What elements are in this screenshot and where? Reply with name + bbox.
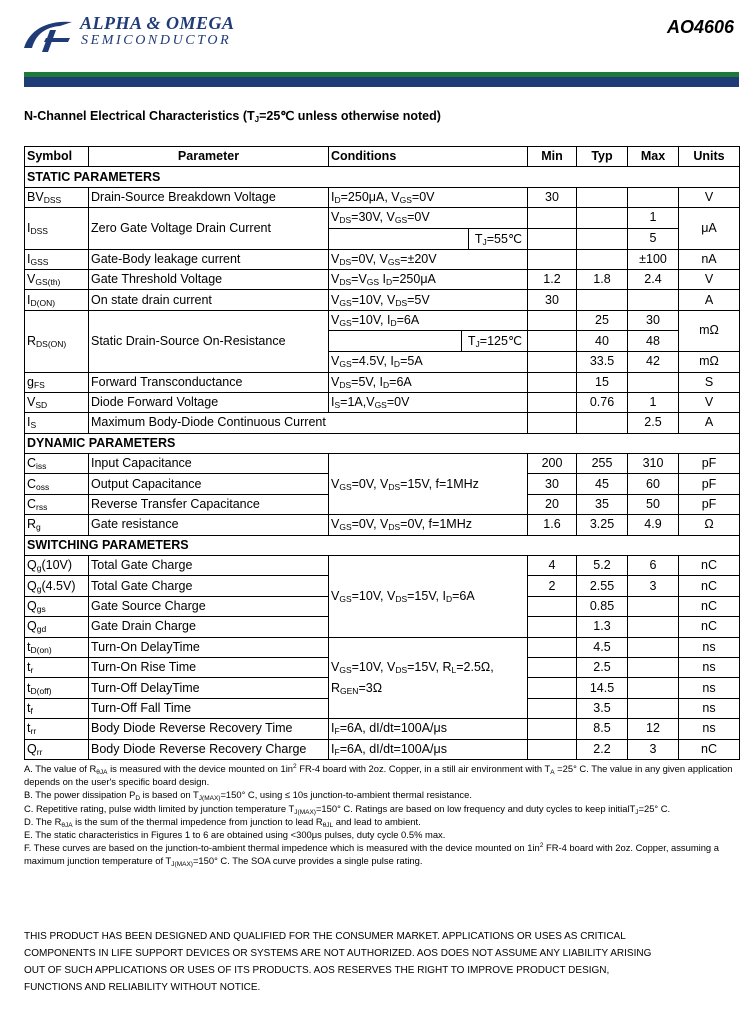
table-row: $g_{FS}$ Forward Transconductance $V_{DS}=5V$, $I_D=6A$ 15 S [25, 372, 740, 392]
table-row: $V_{GS(th)}$ Gate Threshold Voltage $V_{DS}=V_{GS}$ $I_D=250\mu A$ 1.2 1.8 2.4 V [25, 269, 740, 289]
electrical-characteristics-table [24, 146, 740, 760]
table-header-row [25, 147, 740, 167]
table-row: $BV_{DSS}$ Drain-Source Breakdown Voltage $I_D=250\mu A$, $V_{GS}=0V$ 30 V [25, 187, 740, 207]
table-row: $I_{D(ON)}$ On state drain current $V_{GS}=10V$, $V_{DS}=5V$ 30 A [25, 290, 740, 310]
note-f: F. These curves are based on the junction-to-ambient thermal impedence which is measured with the device mounted on $1in^2$ FR-4 board with 2oz. Copper, assuming a maximum junction temperature of $T_{J(MAX)}=150^\circ$ C. The SOA curve provides a single pulse rating. [24, 842, 719, 869]
table-row: $t_{rr}$ Body Diode Reverse Recovery Time $I_F=6A$, dI/dt=100A/μs 8.5 12 ns [25, 719, 740, 739]
section-static: STATIC PARAMETERS [25, 167, 740, 187]
table-row: $C_{iss}$ Input Capacitance $V_{GS}=0V$, $V_{DS}=15V$, f=1MHz 200 255 310 pF [25, 454, 740, 474]
table-row: $Q_{gd}$ Gate Drain Charge 1.3 nC [25, 617, 740, 637]
table-row: $Q_{gs}$ Gate Source Charge 0.85 nC [25, 596, 740, 616]
table-row: $I_{DSS}$ Zero Gate Voltage Drain Current $V_{DS}=30V$, $V_{GS}=0V$ 1 μA [25, 208, 740, 228]
table-row: $Q_g(10V)$ Total Gate Charge $V_{GS}=10V$, $V_{DS}=15V$, $I_D=6A$ 4 5.2 6 nC [25, 556, 740, 576]
table-row: $I_S$ Maximum Body-Diode Continuous Current 2.5 A [25, 413, 740, 433]
col-units: Units [679, 147, 740, 167]
col-min: Min [528, 147, 577, 167]
table-row: $T_J=125℃$ 40 48 [25, 331, 740, 352]
col-typ: Typ [577, 147, 628, 167]
note-e: E. The static characteristics in Figures 1 to 6 are obtained using <300μs pulses, duty cycle 0.5% max. [24, 829, 446, 841]
header-bar-blue [24, 77, 739, 87]
table-row: $V_{GS}=4.5V$, $I_D=5A$ 33.5 42 mΩ [25, 352, 740, 372]
table-row: $Q_g(4.5V)$ Total Gate Charge 2 2.55 3 nC [25, 576, 740, 596]
col-conditions: Conditions [329, 147, 528, 167]
table-row: $Q_{rr}$ Body Diode Reverse Recovery Charge $I_F=6A$, dI/dt=100A/μs 2.2 3 nC [25, 739, 740, 759]
col-max: Max [628, 147, 679, 167]
section-switching: SWITCHING PARAMETERS [25, 535, 740, 555]
section-dynamic: DYNAMIC PARAMETERS [25, 433, 740, 453]
table-row: $V_{SD}$ Diode Forward Voltage $I_S=1A,V_{GS}=0V$ 0.76 1 V [25, 392, 740, 412]
table-row: $C_{oss}$ Output Capacitance 30 45 60 pF [25, 474, 740, 494]
table-row: $t_{D(off)}$ Turn-Off DelayTime 14.5 ns [25, 678, 740, 698]
alpha-omega-logo-icon [20, 18, 76, 54]
col-parameter: Parameter [89, 147, 329, 167]
note-a: A. The value of $R_{\theta JA}$ is measured with the device mounted on $1in^2$ FR-4 board with 2oz. Copper, in a still air environment with $T_A =25^\circ$ C. The value in any given application depends on the user's specific board design. [24, 762, 733, 788]
section-title: N-Channel Electrical Characteristics ($T_J=25℃$ unless otherwise noted) [24, 109, 441, 124]
table-row: $t_f$ Turn-Off Fall Time 3.5 ns [25, 698, 740, 718]
brand-name: ALPHA & OMEGA [80, 13, 235, 33]
note-c: C. Repetitive rating, pulse width limited by junction temperature $T_{J(MAX)}=150^\circ$ C. Ratings are based on low frequency and duty cycles to keep initialT$_J$=25° C. [24, 802, 671, 816]
note-d: D. The $R_{\theta JA}$ is the sum of the thermal impedence from junction to lead $R_{\theta JL}$ and lead to ambient. [24, 815, 421, 829]
table-row: $C_{rss}$ Reverse Transfer Capacitance 20 35 50 pF [25, 494, 740, 514]
table-row: $R_g$ Gate resistance $V_{GS}=0V$, $V_{DS}=0V$, f=1MHz 1.6 3.25 4.9 Ω [25, 515, 740, 535]
page-header [0, 0, 750, 90]
table-row: $I_{GSS}$ Gate-Body leakage current $V_{DS}=0V$, $V_{GS}=\pm 20V$ ±100 nA [25, 249, 740, 269]
col-symbol: Symbol [25, 147, 89, 167]
table-row: $R_{DS(ON)}$ Static Drain-Source On-Resistance $V_{GS}=10V$, $I_D=6A$ 25 30 mΩ [25, 310, 740, 330]
brand-subtitle: SEMICONDUCTOR [81, 33, 232, 48]
condition-tag: $T_J=125℃$ [461, 331, 528, 352]
note-b: B. The power dissipation $P_D$ is based on $T_{J(MAX)}=150^\circ$ C, using ≤ 10s junction-to-ambient thermal resistance. [24, 789, 472, 803]
table-row: $t_r$ Turn-On Rise Time 2.5 ns [25, 657, 740, 677]
table-row: $t_{D(on)}$ Turn-On DelayTime $V_{GS}=10V$, $V_{DS}=15V$, $R_L=2.5\Omega$, $R_{GEN}=3\Omega$ 4.5 ns [25, 637, 740, 657]
footnotes [24, 762, 736, 868]
table-row: $T_J=55℃$ 5 [25, 228, 740, 249]
disclaimer: THIS PRODUCT HAS BEEN DESIGNED AND QUALIFIED FOR THE CONSUMER MARKET. APPLICATIONS OR USES AS CRITICAL COMPONENTS IN LIFE SUPPORT DEVICES OR SYSTEMS ARE NOT AUTHORIZED. AOS DOES NOT ASSUME ANY LIABILITY ARISING OUT OF SUCH APPLICATIONS OR USES OF ITS PRODUCTS. AOS RESERVES THE RIGHT TO IMPROVE PRODUCT DESIGN, FUNCTIONS AND RELIABILITY WITHOUT NOTICE. [24, 931, 652, 993]
part-number: AO4606 [666, 17, 734, 37]
condition-tag: $T_J=55℃$ [468, 228, 528, 249]
